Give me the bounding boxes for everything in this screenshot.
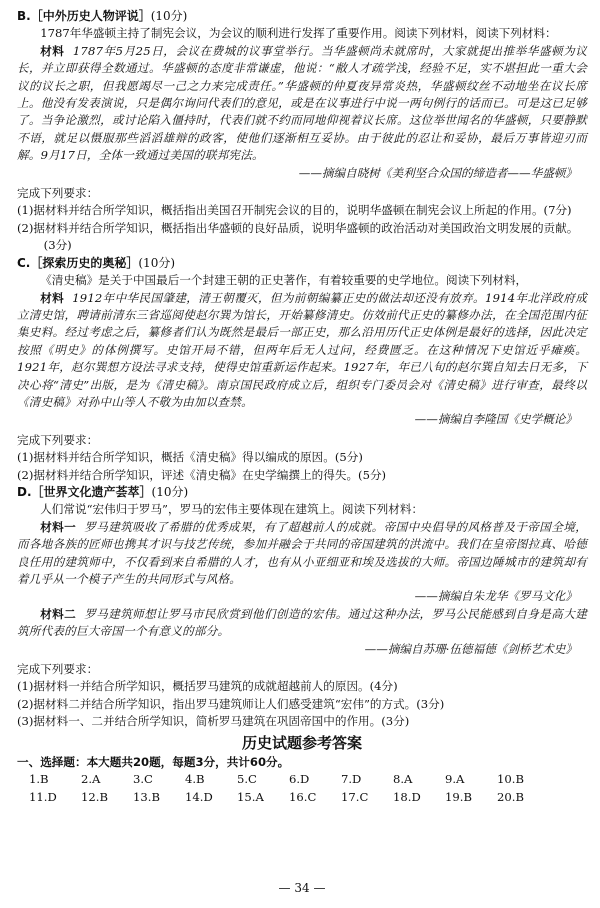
page-number: — 34 — <box>278 881 326 895</box>
answer-item: 17.C <box>341 789 369 804</box>
answer-row-1 <box>29 771 587 788</box>
section-d-source-2: ——摘编自苏珊·伍德福德《剑桥艺术史》 <box>364 641 577 656</box>
section-c-source: ——摘编自李隆国《史学概论》 <box>414 412 577 427</box>
answer-item: 4.B <box>185 772 205 787</box>
answer-key-title: 历史试题参考答案 <box>241 733 362 752</box>
section-c-intro: 《清史稿》是关于中国最后一个封建王朝的正史著作，有着较重要的史学地位。阅读下列材料， <box>40 273 528 288</box>
answer-item: 6.D <box>289 772 310 787</box>
section-d-material-2: 材料二 罗马建筑师想让罗马市民欣赏到他们创造的宏伟。通过这种办法，罗马公民能感到自身是高大建筑所代表的巨大帝国一个有意义的部分。 <box>17 606 588 639</box>
section-d-source-1: ——摘编自朱龙华《罗马文化》 <box>414 589 577 604</box>
section-d-question-1: (1)据材料一并结合所学知识，概括罗马建筑的成就超越前人的原因。(4分) <box>17 679 398 694</box>
section-b-material: 材料 1787年5月25日，会议在费城的议事堂举行。当华盛顿尚未就席时，大家就提出推举华盛顿为议长，并立即获得全数通过。华盛顿的态度非常谦虚，他说：“敝人才疏学浅，经验不足，实不堪担此一重大会议的议长之职，但我愿竭尽一己之力来完成责任。”华盛顿的仲夏夜异常炎热，华盛顿纹丝不动地坐在议长席上。他没有发表演说，只是偶尔询问代表们的意见，或是在议事进行中说一两句例行的话而已。可是这已足够了。当争论激烈，或讨论陷入僵持时，代表们就不约而同地仰视着议长席。这位举世闻名的华盛顿，只要静默不语，就足以慑服那些滔滔雄辩的政客，使他们逐渐相互妥协。由于彼此的忍让和妥协，最后万事皆迎刃而解。9月17日，全体一致通过美国的联邦宪法。 <box>17 43 587 163</box>
section-c <box>17 255 587 484</box>
answer-item: 8.A <box>393 772 413 787</box>
section-d-question-2: (2)据材料二并结合所学知识，指出罗马建筑师让人们感受建筑“宏伟”的方式。(3分) <box>17 696 445 711</box>
section-c-material: 材料 1912年中华民国肇建，清王朝覆灭，但为前朝编纂正史的做法却还没有放弃。1914年北洋政府成立清史馆，聘请前清东三省巡阅使赵尔巽为馆长，开始纂修清史。仿效前代正史的纂修办法，在全国范围内征集史料。经过考虑之后，纂修者们认为既然是最后一部正史，那么沿用历代正史体例是最好的选择，因此决定按照《明史》的体例撰写。史馆开局不错，但两年后无人过问，经费匮乏。在这种情况下史馆近乎瘫痪。1921年，赵尔巽想方设法寻求支持，使得史馆重新运作起来。1927年，年已八旬的赵尔巽自知去日无多，下决心将“清史”出版，是为《清史稿》。南京国民政府成立后，组织专门委员会对《清史稿》进行审查，最终以《清史稿》对孙中山等人不敬为由加以查禁。 <box>17 290 587 409</box>
section-b-title: B.［中外历史人物评说］(10分) <box>17 9 188 23</box>
answer-item: 7.D <box>341 772 362 787</box>
section-b-source: ——摘编自晓树《美利坚合众国的缔造者——华盛顿》 <box>298 165 577 180</box>
section-c-title: C.［探索历史的奥秘］(10分) <box>17 255 176 270</box>
section-c-question-2: (2)据材料并结合所学知识，评述《清史稿》在史学编撰上的得失。(5分) <box>17 467 387 482</box>
section-d-title: D.［世界文化遗产荟萃］(10分) <box>17 484 189 499</box>
section-b-task: 完成下列要求： <box>17 186 99 201</box>
answer-item: 3.C <box>133 772 153 787</box>
answer-item: 14.D <box>185 789 213 804</box>
section-b-question-1: (1)据材料并结合所学知识，概括指出美国召开制宪会议的目的，说明华盛顿在制宪会议上所起的作用。(7分) <box>17 203 572 218</box>
answer-item: 18.D <box>393 789 421 804</box>
answer-item: 5.C <box>237 772 257 787</box>
answer-item: 2.A <box>81 772 101 787</box>
exam-page <box>17 0 588 895</box>
section-d-question-3: (3)据材料一、二并结合所学知识，简析罗马建筑在巩固帝国中的作用。(3分) <box>17 714 410 729</box>
answer-item: 13.B <box>133 789 160 804</box>
answer-item: 9.A <box>445 772 465 787</box>
answer-item: 15.A <box>237 789 264 804</box>
section-d <box>17 484 587 731</box>
section-d-task: 完成下列要求： <box>17 662 99 677</box>
answer-row-2 <box>29 789 587 806</box>
section-c-task: 完成下列要求： <box>17 432 99 447</box>
section-d-material-1: 材料一 罗马建筑吸收了希腊的优秀成果，有了超越前人的成就。帝国中央倡导的风格普及于帝国全境，而各地各族的匠师也携其才识与技艺传统，参加并融会于共同的帝国建筑的洪流中。我们在皇帝图拉真、哈德良任用的建筑师中，不仅看到来自希腊的人才，也有从小亚细亚和埃及选拔的大师。帝国边陲城市的建筑却有着几乎从一个模子产生的共同形式与风格。 <box>17 519 588 586</box>
answer-key-heading: 一、选择题：本大题共20题，每题3分，共计60分。 <box>17 755 290 770</box>
answer-item: 10.B <box>497 772 524 787</box>
answer-item: 16.C <box>289 789 317 804</box>
answer-item: 11.D <box>29 789 57 804</box>
answer-item: 19.B <box>445 789 472 804</box>
section-c-question-1: (1)据材料并结合所学知识，概括《清史稿》得以编成的原因。(5分) <box>17 450 363 465</box>
section-b <box>17 8 587 255</box>
answer-item: 1.B <box>29 772 49 787</box>
answer-item: 12.B <box>81 789 108 804</box>
answer-item: 20.B <box>497 789 524 804</box>
answer-key <box>17 735 587 807</box>
section-d-intro: 人们常说“宏伟归于罗马”，罗马的宏伟主要体现在建筑上。阅读下列材料： <box>40 502 424 517</box>
section-b-question-2: (2)据材料并结合所学知识，概括指出华盛顿的良好品质，说明华盛顿的政治活动对美国政治文明发展的贡献。(3分) <box>17 220 579 253</box>
section-b-intro: 1787年华盛顿主持了制宪会议，为会议的顺利进行发挥了重要作用。阅读下列材料，阅读下列材料： <box>40 26 557 41</box>
